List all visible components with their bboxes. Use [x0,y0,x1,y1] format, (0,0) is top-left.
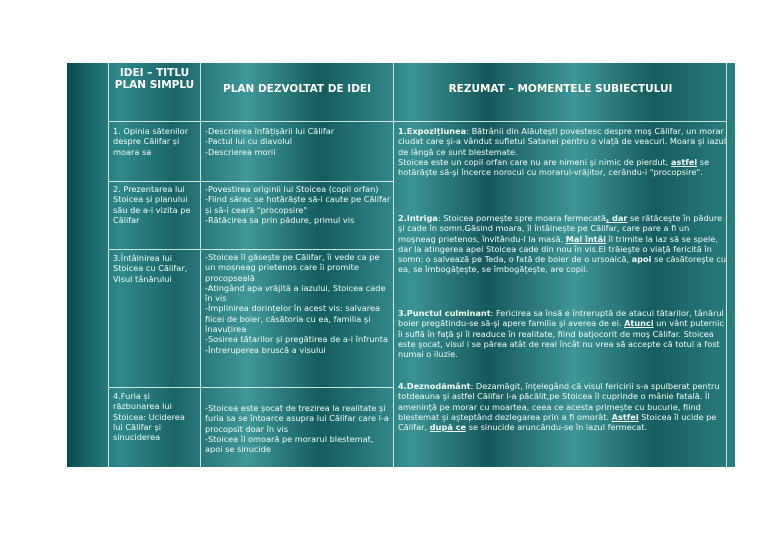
connector-dupa-ce: după ce [429,422,467,433]
connector-mai-intai: Mai întâi [565,233,606,244]
denouement-text-3: se sinucide aruncându-se în iazul fermecat. [466,422,648,433]
idea-cell-2: 2. Prezentarea lui Stoicea și planului său de a-i vizita pe Călifar [113,184,191,225]
connector-astfel-2: Astfel [611,411,639,422]
plan-item: -Stoicea îl omoară pe morarul blestemat, apoi se sinucide [205,433,374,455]
idea-cell-3 [113,253,197,284]
exposition-title: 1.Expozițiunea [398,126,467,136]
exposition-text-2: Stoicea este un copil orfan care nu are nimeni şi nimic de pierdut, [398,156,671,167]
intriga-text-4: se căsătoreşte cu ea, se îmbogăţeşte, se îmbogăţeşte, are copii. [398,254,727,275]
exposition-text: : Bătrânii din Alăuteşti povestesc despre moş Călifar, un morar ciudat care şi-a vândut sufletul Satanei pentru o viaţă de veacuri. Moara şi iazul de lângă ce sunt blestemate. [398,126,727,157]
denouement-title: 4.Deznodământ [398,381,471,391]
plan-item: -Descrierea morii [205,146,276,157]
summary-climax [398,308,728,359]
plan-cell-2 [205,184,391,225]
idea-cell-4: 4.Furia și răzbunarea lui Stoicea: Uciderea lui Călifar și sinuciderea [113,391,185,443]
plan-item: -Împlinirea dorințelor în acest vis: salvarea fiicei de boier, căsătoria cu ea, familia și înavuțirea [205,303,381,335]
idea-cell-3-title: 3.Întâlnirea lui Stoicea cu Călifar, [113,253,188,274]
climax-text-2: un vânt puternic îi suflă în faţă şi îl readuce în realitate, fiind batjocorit de moş Călifar. Stoicea este şocat, visul i se părea atât de real încât nu vrea să accepte că totul a fost numai o iluzie. [398,318,724,360]
plan-cell-1 [205,126,391,157]
denouement-text: : Dezamăgit, înţelegând că visul fericirii s-a spulberat pentru totdeauna şi astfel Călifar l-a păcălit,pe Stoicea îl cuprinde o mânie fatală. Îl ameninţă pe morar cu moartea, ceea ce acesta primeşte cu bucurie, fiind blestemat şi aşteptând dezlegarea prin a fi omorât. [398,381,720,422]
idea-cell-3-extra: Visul tânărului [113,273,172,284]
header-ideas: IDEI – TITLU PLAN SIMPLU [114,67,195,91]
column-divider [200,63,201,467]
connector-atunci: Atunci [624,318,654,329]
plan-item: -Întreruperea bruscă a visului [205,344,326,355]
denouement-text-2: Stoicea îl ucide pe Călifar, [398,411,717,433]
row-divider [108,181,394,182]
intriga-text-2: se rătăceşte în pădure şi cade în somn.Găsind moara, îl întâlneşte pe Călifar, care pare a fi un moşneag prietenos, învitându-l la masă. [398,213,723,244]
intriga-text: : Stoicea porneşte spre moara fermecată [437,213,606,223]
exposition-text-3: se hotărăşte să-şi încerce norocul cu morarul-vrăjitor, cerându-i "procopsire". [398,156,710,178]
plan-item: -Sosirea tătarilor și pregătirea de a-i înfrunta [205,334,389,345]
header-plan: PLAN DEZVOLTAT DE IDEI [223,83,371,95]
plan-item: -Pactul lui cu diavolul [205,136,293,147]
plan-item: -Fiind sărac se hotărăște să-i caute pe Călifar și să-i ceară "procopsire" [205,194,391,215]
connector-astfel: astfel [670,156,698,167]
connector-dar: , dar [606,213,628,223]
intriga-title: 2.Intriga [398,213,438,223]
summary-exposition [398,126,728,177]
row-divider [108,249,394,250]
summary-denouement [398,381,728,432]
plan-item: -Rătăcirea sa prin pădure, primul vis [205,214,355,225]
climax-text: : Fericirea sa însă e întreruptă de atacul tătarilor, tânărul boier pregătindu-se să-şi apere familia şi averea de ei. [398,308,724,329]
plan-item: -Stoicea este șocat de trezirea la realitate și furia sa se întoarce asupra lui Călifar care l-a procopsit doar în vis [205,403,389,434]
connector-apoi: apoi [631,254,652,265]
column-divider [393,63,394,467]
header-summary: REZUMAT – MOMENTELE SUBIECTULUI [448,83,673,95]
plan-cell-4 [205,403,391,454]
plan-item: -Descrierea înfățișării lui Călifar [205,126,335,136]
idea-cell-1: 1. Opinia sătenilor despre Călifar și moara sa [113,126,189,157]
row-divider [108,387,394,388]
column-divider [108,63,109,467]
climax-title: 3.Punctul culminant [398,308,491,318]
plan-item: -Povestirea originii lui Stoicea (copil orfan) [205,184,379,194]
plan-item: -Stoicea îl găsește pe Călifar, îi vede ca pe un moșneag prietenos care îi promite procopseală [205,252,380,283]
intriga-text-3: îl trimite la iaz să se spele, dar la atingerea apei Stoicea cade din nou în vis.El trăieşte o viaţă fericită în somn: o salvează pe Teda, o fată de boier de o ursoaică, [398,233,718,265]
plan-cell-3 [205,252,391,355]
summary-intriga [398,213,728,275]
plan-item: -Atingând apa vrăjită a iazului, Stoicea cade în vis [205,282,386,304]
slide-background [67,63,735,467]
